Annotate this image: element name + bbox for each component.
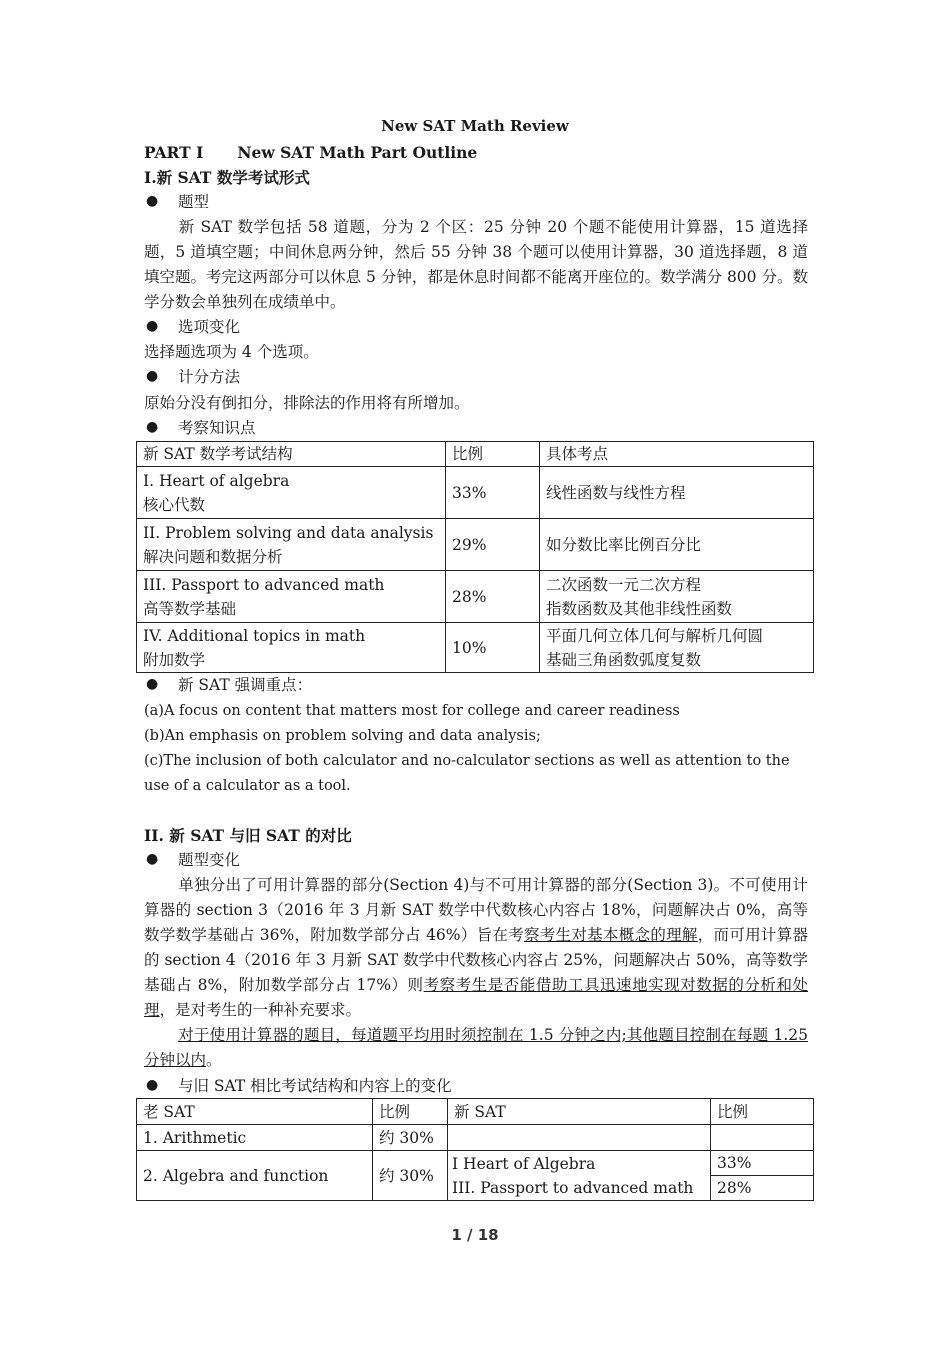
bullet-icon: ●: [146, 318, 159, 334]
table-header: 具体考点: [540, 442, 814, 467]
table-cell: II. Problem solving and data analysis 解决问题和数据分析: [137, 519, 446, 571]
table-header: 老 SAT: [137, 1099, 373, 1125]
bullet-structure-change: 与旧 SAT 相比考试结构和内容上的变化: [178, 1077, 452, 1095]
table-cell: 2. Algebra and function: [137, 1151, 373, 1201]
bullet-emphasis: 新 SAT 强调重点：: [178, 676, 313, 694]
table-row: [137, 571, 814, 623]
bullet-icon: ●: [146, 1077, 159, 1093]
bullet-knowledge: 考察知识点: [178, 419, 256, 437]
emphasis-c: (c)The inclusion of both calculator and no-calculator sections as well as attention to the use of a calculator as a tool.: [144, 753, 790, 794]
table-cell: 约 30%: [373, 1125, 448, 1151]
table-cell: 10%: [446, 623, 540, 673]
table-cell: III. Passport to advanced math 高等数学基础: [137, 571, 446, 623]
part-label: PART I: [144, 143, 204, 162]
paragraph-timing: 对于使用计算器的题目，每道题平均用时须控制在 1.5 分钟之内;其他题目控制在每题 1.25 分钟以内。: [144, 1026, 808, 1069]
bullet-icon: ●: [146, 368, 159, 384]
emphasis-b: (b)An emphasis on problem solving and data analysis;: [144, 728, 541, 744]
table-cell: 33%: [446, 467, 540, 519]
table-cell: IV. Additional topics in math 附加数学: [137, 623, 446, 673]
table-header: 比例: [373, 1099, 448, 1125]
paragraph-calculator: 单独分出了可用计算器的部分(Section 4)与不可用计算器的部分(Section 3)。不可使用计算器的 section 3（2016 年 3 月新 SAT 数学中代数核心内容占 18%，问题解决占 0%，高等数学数学基础占 36%，附加数学部分占 46%）旨在考察考生对基本概念的理解，而可用计算器的 section 4（2016 年 3 月新 SAT 数学中代数核心内容占 25%，问题解决占 50%，高等数学基础占 8%，附加数学部分占 17%）则考察考生是否能借助工具迅速地实现对数据的分析和处理，是对考生的一种补充要求。: [144, 876, 808, 1019]
bullet-question-types: 题型: [178, 193, 210, 211]
table-cell: 约 30%: [373, 1151, 448, 1201]
table-cell: I Heart of Algebra III. Passport to advanced math: [448, 1151, 711, 1201]
table-cell: I. Heart of algebra 核心代数: [137, 467, 446, 519]
table-row: [137, 467, 814, 519]
section2-heading: II. 新 SAT 与旧 SAT 的对比: [144, 826, 352, 845]
bullet-icon: ●: [146, 419, 159, 435]
table-row: [137, 623, 814, 673]
bullet-scoring: 计分方法: [178, 368, 241, 386]
table-cell: 1. Arithmetic: [137, 1125, 373, 1151]
bullet-icon: ●: [146, 193, 159, 209]
part-heading: [144, 142, 477, 164]
table-cell: 如分数比率比例百分比: [540, 519, 814, 571]
bullet-icon: ●: [146, 676, 159, 692]
table-row: [137, 1125, 814, 1151]
structure-table: [136, 441, 814, 673]
table-row: [137, 519, 814, 571]
comparison-table: [136, 1098, 814, 1201]
table-cell: 29%: [446, 519, 540, 571]
table-cell: [448, 1125, 711, 1151]
table-cell: 线性函数与线性方程: [540, 467, 814, 519]
table-cell: 平面几何立体几何与解析几何圆 基础三角函数弧度复数: [540, 623, 814, 673]
bullet-options: 选项变化: [178, 318, 241, 336]
part-title: New SAT Math Part Outline: [237, 143, 478, 162]
paragraph-format: 新 SAT 数学包括 58 道题，分为 2 个区：25 分钟 20 个题不能使用计算器，15 道选择题，5 道填空题；中间休息两分钟，然后 55 分钟 38 个题可以使用计算器，30 道选择题，8 道填空题。考完这两部分可以休息 5 分钟，都是休息时间都不能离开座位的。数学满分 800 分。数学分数会单独列在成绩单中。: [144, 218, 808, 311]
section1-heading: I.新 SAT 数学考试形式: [144, 168, 310, 187]
table-cell: [711, 1125, 814, 1151]
table-row: [137, 1151, 814, 1201]
document-title: New SAT Math Review: [381, 117, 569, 135]
paragraph-scoring: 原始分没有倒扣分，排除法的作用将有所增加。: [144, 394, 470, 412]
bullet-type-change: 题型变化: [178, 851, 241, 869]
table-cell: 28%: [446, 571, 540, 623]
page-number: 1 / 18: [451, 1226, 499, 1244]
table-header: 新 SAT 数学考试结构: [137, 442, 446, 467]
emphasis-a: (a)A focus on content that matters most for college and career readiness: [144, 703, 680, 719]
table-cell: 二次函数一元二次方程 指数函数及其他非线性函数: [540, 571, 814, 623]
table-header: 比例: [711, 1099, 814, 1125]
paragraph-options: 选择题选项为 4 个选项。: [144, 343, 319, 361]
bullet-icon: ●: [146, 851, 159, 867]
table-header: 比例: [446, 442, 540, 467]
table-cell: 33% 28%: [711, 1151, 814, 1201]
table-header: 新 SAT: [448, 1099, 711, 1125]
